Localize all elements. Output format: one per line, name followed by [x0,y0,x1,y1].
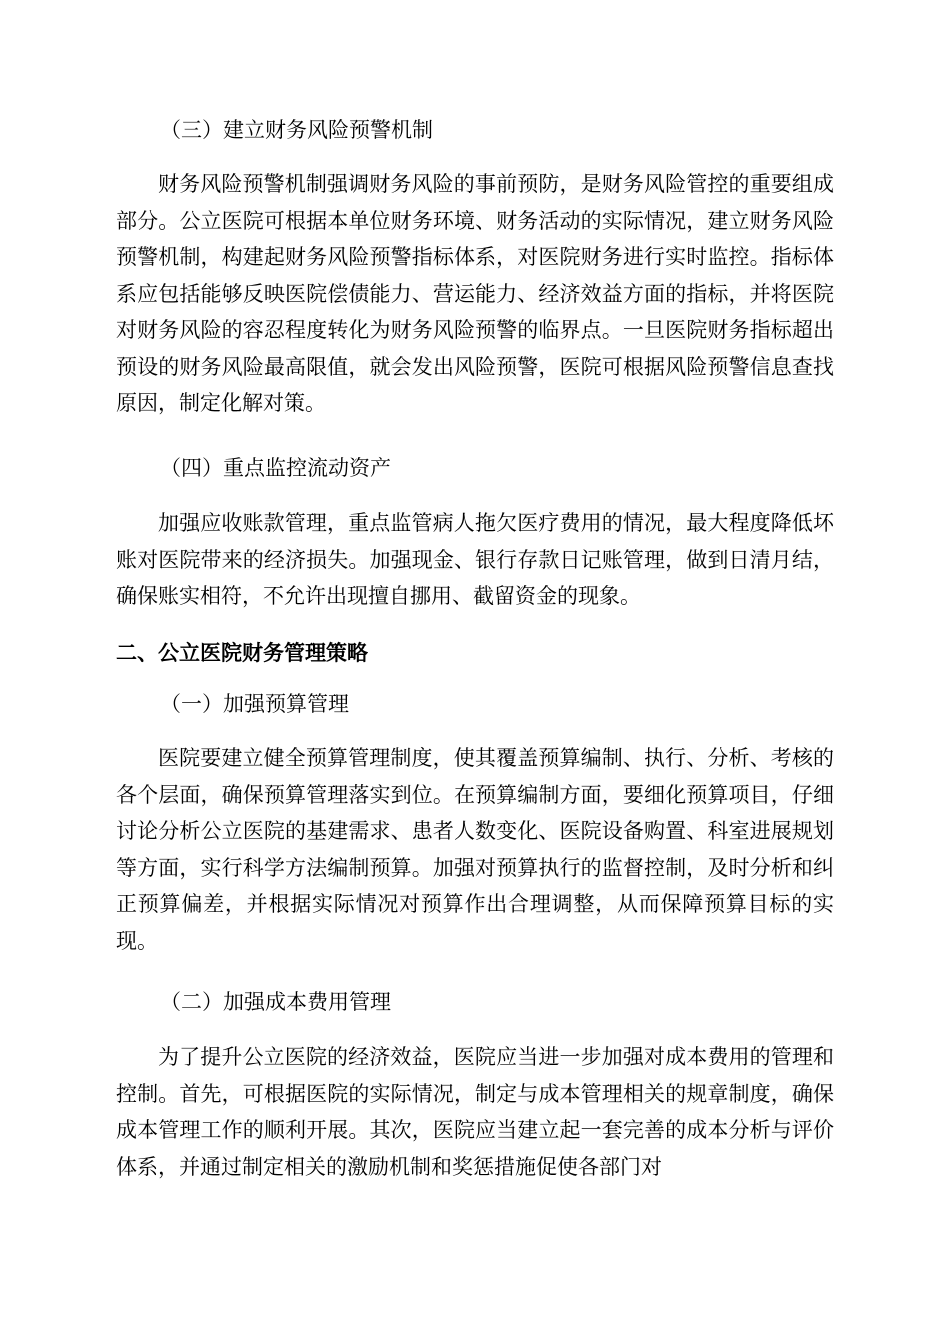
subheading-current-assets: （四）重点监控流动资产 [160,456,391,480]
subheading-budget: （一）加强预算管理 [160,692,349,716]
paragraph-early-warning: 财务风险预警机制强调财务风险的事前预防，是财务风险管控的重要组成部分。公立医院可根据本单位财务环境、财务活动的实际情况，建立财务风险预警机制，构建起财务风险预警指标体系，对医院财务进行实时监控。指标体系应包括能够反映医院偿债能力、营运能力、经济效益方面的指标，并将医院对财务风险的容忍程度转化为财务风险预警的临界点。一旦医院财务指标超出预设的财务风险最高限值，就会发出风险预警，医院可根据风险预警信息查找原因，制定化解对策。 [116,172,834,415]
paragraph-budget: 医院要建立健全预算管理制度，使其覆盖预算编制、执行、分析、考核的各个层面，确保预算管理落实到位。在预算编制方面，要细化预算项目，仔细讨论分析公立医院的基建需求、患者人数变化、医院设备购置、科室进展规划等方面，实行科学方法编制预算。加强对预算执行的监督控制，及时分析和纠正预算偏差，并根据实际情况对预算作出合理调整，从而保障预算目标的实现。 [116,746,834,953]
section-heading-strategies: 二、公立医院财务管理策略 [116,641,368,665]
paragraph-cost: 为了提升公立医院的经济效益，医院应当进一步加强对成本费用的管理和控制。首先，可根据医院的实际情况，制定与成本管理相关的规章制度，确保成本管理工作的顺利开展。其次，医院应当建立起一套完善的成本分析与评价体系，并通过制定相关的激励机制和奖惩措施促使各部门对 [116,1045,834,1179]
subheading-early-warning: （三）建立财务风险预警机制 [160,118,433,142]
subheading-cost: （二）加强成本费用管理 [160,990,391,1014]
paragraph-current-assets: 加强应收账款管理，重点监管病人拖欠医疗费用的情况，最大程度降低坏账对医院带来的经济损失。加强现金、银行存款日记账管理，做到日清月结，确保账实相符，不允许出现擅自挪用、截留资金的现象。 [116,511,834,608]
